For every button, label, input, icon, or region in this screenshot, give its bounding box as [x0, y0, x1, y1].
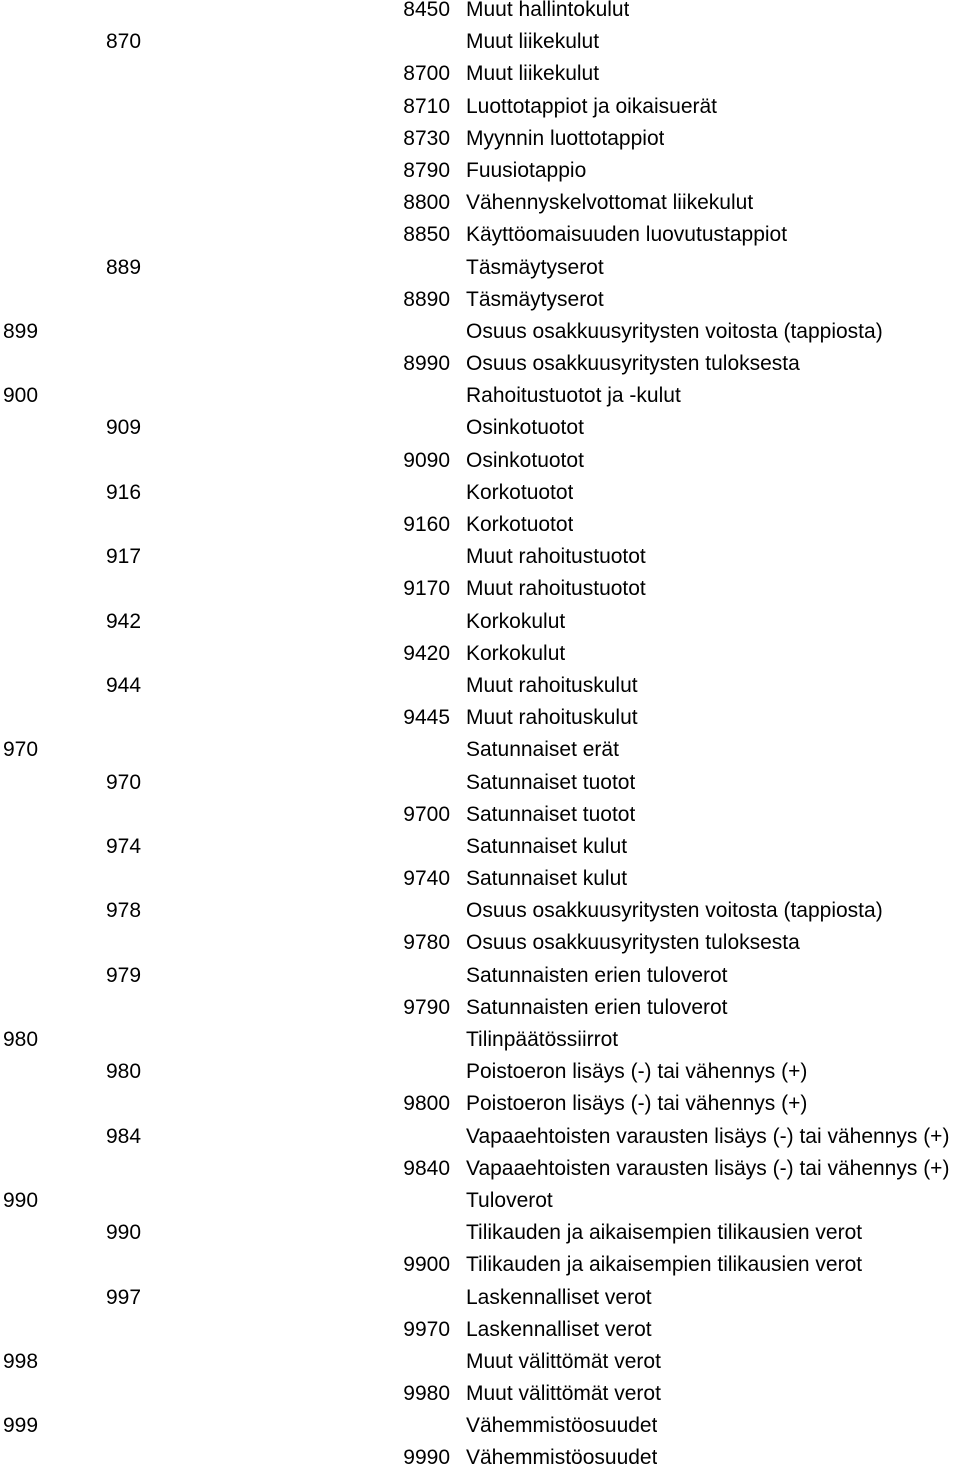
- account-row: [0, 1410, 960, 1442]
- account-label: Satunnaiset erät: [466, 738, 619, 762]
- account-row: [0, 1056, 960, 1088]
- account-row: [0, 284, 960, 316]
- account-code: 980: [3, 1028, 39, 1051]
- account-code: 9990: [403, 1446, 450, 1470]
- account-code: 8990: [403, 352, 450, 376]
- account-row: [0, 1088, 960, 1120]
- account-label: Tuloverot: [466, 1188, 553, 1212]
- account-label: Korkokulut: [466, 641, 566, 665]
- account-label: Tilikauden ja aikaisempien tilikausien verot: [466, 1221, 863, 1245]
- account-row: [0, 573, 960, 605]
- account-code: 970: [106, 770, 142, 794]
- account-row: [0, 348, 960, 380]
- account-code: 9980: [403, 1382, 450, 1406]
- account-label: Osinkotuotot: [466, 448, 584, 472]
- account-code: 974: [106, 834, 142, 858]
- account-code: 8450: [403, 0, 450, 21]
- account-code: 998: [3, 1349, 39, 1373]
- account-code: 899: [3, 319, 39, 343]
- account-code: 999: [3, 1414, 39, 1438]
- account-label: Täsmäytyserot: [466, 255, 604, 279]
- account-code: 9800: [403, 1092, 450, 1116]
- account-label: Täsmäytyserot: [466, 287, 604, 311]
- account-row: [0, 380, 960, 412]
- account-code: 9840: [403, 1156, 450, 1180]
- account-row: [0, 1442, 960, 1474]
- account-label: Osuus osakkuusyritysten voitosta (tappiosta): [466, 899, 883, 923]
- account-label: Käyttöomaisuuden luovutustappiot: [466, 223, 788, 247]
- account-row: [0, 123, 960, 155]
- account-label: Osuus osakkuusyritysten tuloksesta: [466, 931, 800, 955]
- account-label: Luottotappiot ja oikaisuerät: [466, 94, 718, 118]
- account-label: Muut välittömät verot: [466, 1349, 661, 1373]
- account-code: 942: [106, 609, 142, 633]
- account-row: [0, 1185, 960, 1217]
- account-row: [0, 26, 960, 58]
- account-row: [0, 895, 960, 927]
- account-row: [0, 734, 960, 766]
- account-label: Poistoeron lisäys (-) tai vähennys (+): [466, 1092, 808, 1116]
- account-label: Vähemmistöosuudet: [466, 1446, 658, 1470]
- account-code: 8790: [403, 158, 450, 182]
- account-label: Osuus osakkuusyritysten tuloksesta: [466, 352, 800, 376]
- account-row: [0, 1024, 960, 1056]
- account-code: 8710: [403, 94, 450, 118]
- account-code: 980: [106, 1060, 142, 1084]
- account-label: Rahoitustuotot ja -kulut: [466, 384, 681, 408]
- account-row: [0, 509, 960, 541]
- account-label: Korkokulut: [466, 609, 566, 633]
- account-label: Poistoeron lisäys (-) tai vähennys (+): [466, 1060, 808, 1084]
- account-row: [0, 606, 960, 638]
- account-label: Muut rahoitustuotot: [466, 577, 646, 601]
- account-code: 9780: [403, 931, 450, 955]
- account-code: 916: [106, 480, 142, 504]
- account-label: Muut hallintokulut: [466, 0, 630, 21]
- account-row: [0, 541, 960, 573]
- account-label: Muut liikekulut: [466, 62, 600, 86]
- account-code: 978: [106, 899, 142, 923]
- account-row: [0, 702, 960, 734]
- account-label: Muut rahoitustuotot: [466, 545, 646, 569]
- account-row: [0, 831, 960, 863]
- account-row: [0, 0, 960, 26]
- account-row: [0, 1378, 960, 1410]
- account-code: 870: [106, 30, 142, 54]
- account-code: 8800: [403, 191, 450, 215]
- account-row: [0, 960, 960, 992]
- account-label: Satunnaiset kulut: [466, 867, 628, 891]
- account-label: Satunnaiset tuotot: [466, 770, 636, 794]
- account-row: [0, 477, 960, 509]
- account-row: [0, 638, 960, 670]
- account-code: 9970: [403, 1317, 450, 1341]
- account-code: 8700: [403, 62, 450, 86]
- account-code: 9170: [403, 577, 450, 601]
- account-code: 970: [3, 738, 39, 762]
- account-code: 909: [106, 416, 142, 440]
- account-code: 8850: [403, 223, 450, 247]
- account-code: 9740: [403, 867, 450, 891]
- account-label: Korkotuotot: [466, 480, 574, 504]
- account-label: Fuusiotappio: [466, 158, 587, 182]
- account-label: Osinkotuotot: [466, 416, 584, 440]
- account-row: [0, 187, 960, 219]
- account-code: 9445: [403, 706, 450, 730]
- account-label: Vähennyskelvottomat liikekulut: [466, 191, 754, 215]
- account-row: [0, 1314, 960, 1346]
- account-row: [0, 1121, 960, 1153]
- account-row: [0, 58, 960, 90]
- account-row: [0, 252, 960, 284]
- account-label: Korkotuotot: [466, 513, 574, 536]
- account-label: Satunnaiset kulut: [466, 834, 628, 858]
- account-code: 8890: [403, 287, 450, 311]
- account-code: 917: [106, 545, 142, 569]
- account-code: 979: [106, 963, 142, 987]
- account-row: [0, 863, 960, 895]
- account-row: [0, 767, 960, 799]
- account-code: 889: [106, 255, 142, 279]
- account-code: 990: [106, 1221, 142, 1245]
- account-label: Muut rahoituskulut: [466, 706, 638, 730]
- account-code: 900: [3, 384, 39, 408]
- account-code: 984: [106, 1124, 142, 1148]
- account-label: Tilikauden ja aikaisempien tilikausien verot: [466, 1253, 863, 1277]
- account-code: 9160: [403, 513, 450, 536]
- account-label: Satunnaisten erien tuloverot: [466, 963, 728, 987]
- account-code: 9090: [403, 448, 450, 472]
- account-code: 9420: [403, 641, 450, 665]
- account-row: [0, 1282, 960, 1314]
- account-row: [0, 91, 960, 123]
- account-row: [0, 670, 960, 702]
- account-row: [0, 992, 960, 1024]
- account-code: 9900: [403, 1253, 450, 1277]
- account-code: 997: [106, 1285, 142, 1309]
- account-code: 9790: [403, 995, 450, 1019]
- account-label: Tilinpäätössiirrot: [466, 1028, 619, 1051]
- account-code: 9700: [403, 802, 450, 826]
- account-row: [0, 412, 960, 444]
- account-label: Muut liikekulut: [466, 30, 600, 54]
- account-row: [0, 1217, 960, 1249]
- account-label: Satunnaiset tuotot: [466, 802, 636, 826]
- account-label: Satunnaisten erien tuloverot: [466, 995, 728, 1019]
- account-code: 990: [3, 1188, 39, 1212]
- account-label: Vähemmistöosuudet: [466, 1414, 658, 1438]
- account-label: Muut rahoituskulut: [466, 673, 638, 697]
- account-row: [0, 445, 960, 477]
- account-row: [0, 1153, 960, 1185]
- account-row: [0, 219, 960, 251]
- account-row: [0, 1249, 960, 1281]
- account-row: [0, 1346, 960, 1378]
- account-code: 944: [106, 673, 142, 697]
- account-row: [0, 155, 960, 187]
- account-row: [0, 316, 960, 348]
- account-code: 8730: [403, 126, 450, 150]
- account-row: [0, 799, 960, 831]
- account-label: Vapaaehtoisten varausten lisäys (-) tai vähennys (+): [466, 1156, 950, 1180]
- account-label: Muut välittömät verot: [466, 1382, 661, 1406]
- account-label: Laskennalliset verot: [466, 1285, 652, 1309]
- account-label: Myynnin luottotappiot: [466, 126, 665, 150]
- account-row: [0, 927, 960, 959]
- account-label: Osuus osakkuusyritysten voitosta (tappiosta): [466, 319, 883, 343]
- account-label: Laskennalliset verot: [466, 1317, 652, 1341]
- account-label: Vapaaehtoisten varausten lisäys (-) tai vähennys (+): [466, 1124, 950, 1148]
